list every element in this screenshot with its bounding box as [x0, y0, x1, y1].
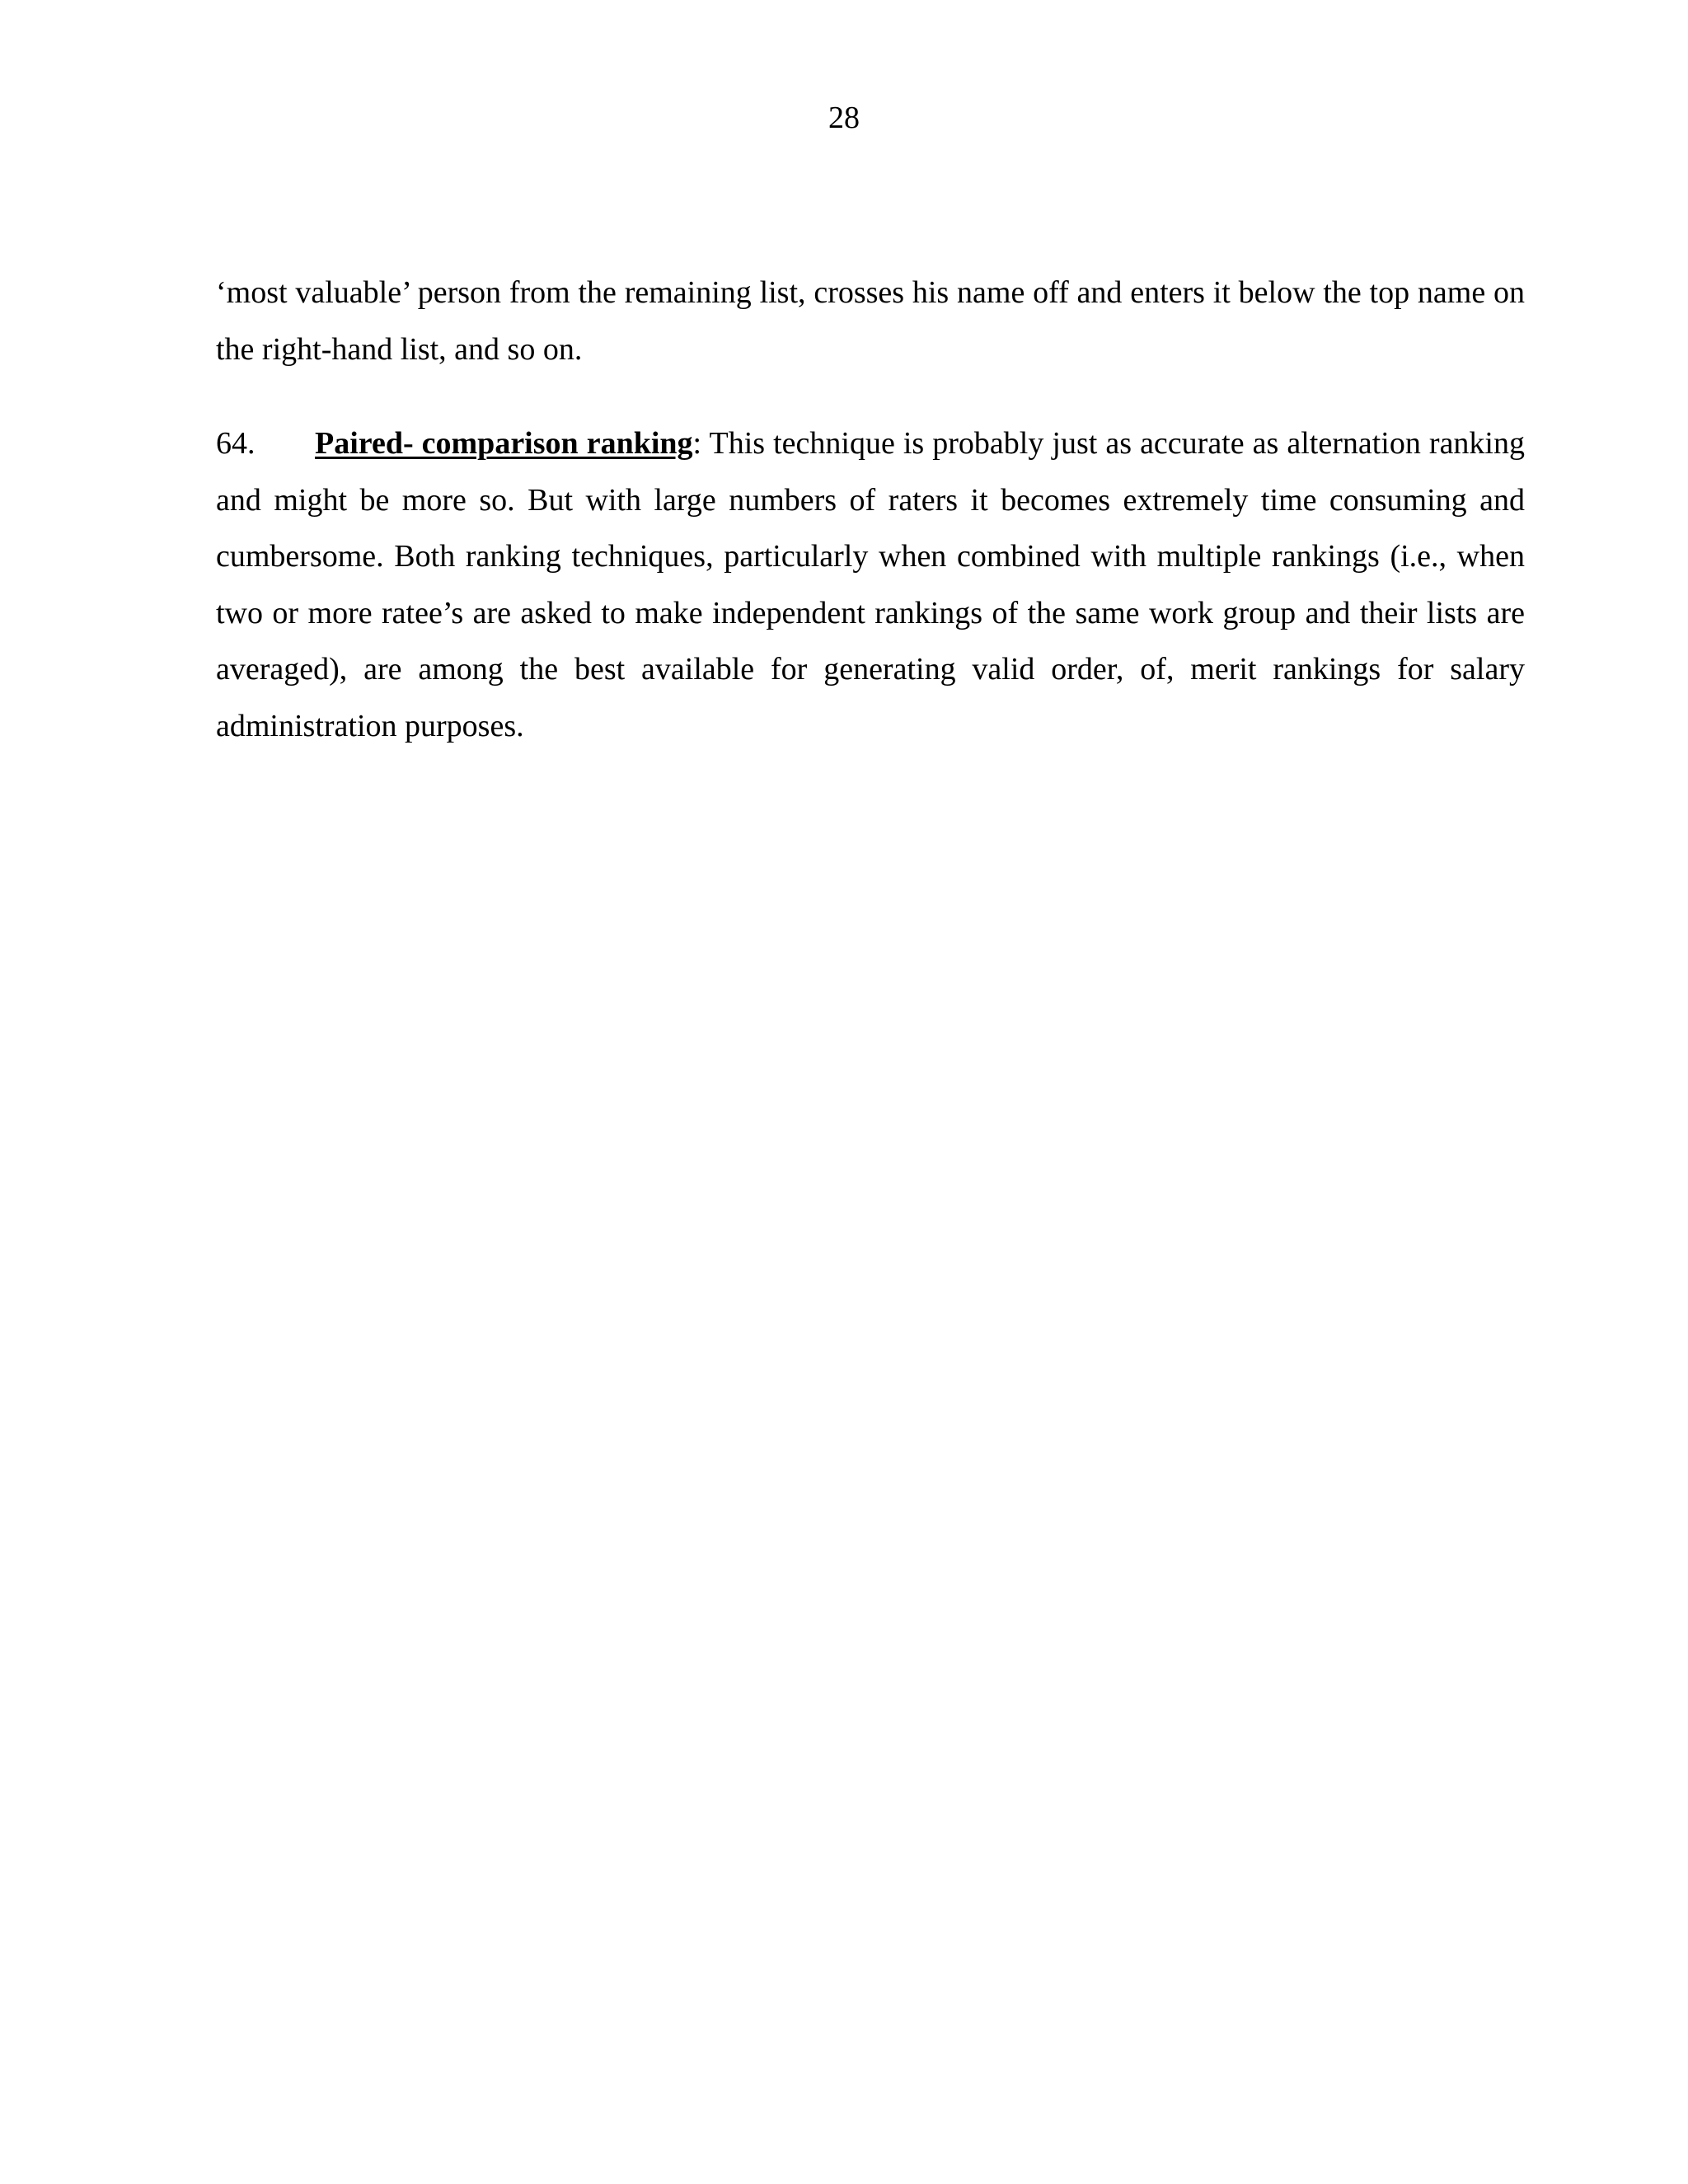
- paragraph-64: [216, 415, 1525, 754]
- paragraph-heading-term: Paired- comparison ranking: [315, 426, 693, 461]
- heading-separator: :: [692, 426, 702, 461]
- paragraph-continuation: [216, 265, 1525, 377]
- paragraph-text: This technique is probably just as accurate as alternation ranking and might be more so. But with large numbers of raters it becomes extremely time consuming and cumbersome. Both ranking techniques, particularly when combined with multiple rankings (i.e., when two or more ratee’s are asked to make independent rankings of the same work group and their lists are averaged), are among the best available for generating valid order, of, merit rankings for salary administration purposes.: [216, 426, 1525, 743]
- page-number: 28: [828, 101, 860, 135]
- paragraph-text: ‘most valuable’ person from the remaining list, crosses his name off and enters it below the top name on the right-hand list, and so on.: [216, 275, 1525, 367]
- paragraph-number: 64.: [216, 426, 256, 461]
